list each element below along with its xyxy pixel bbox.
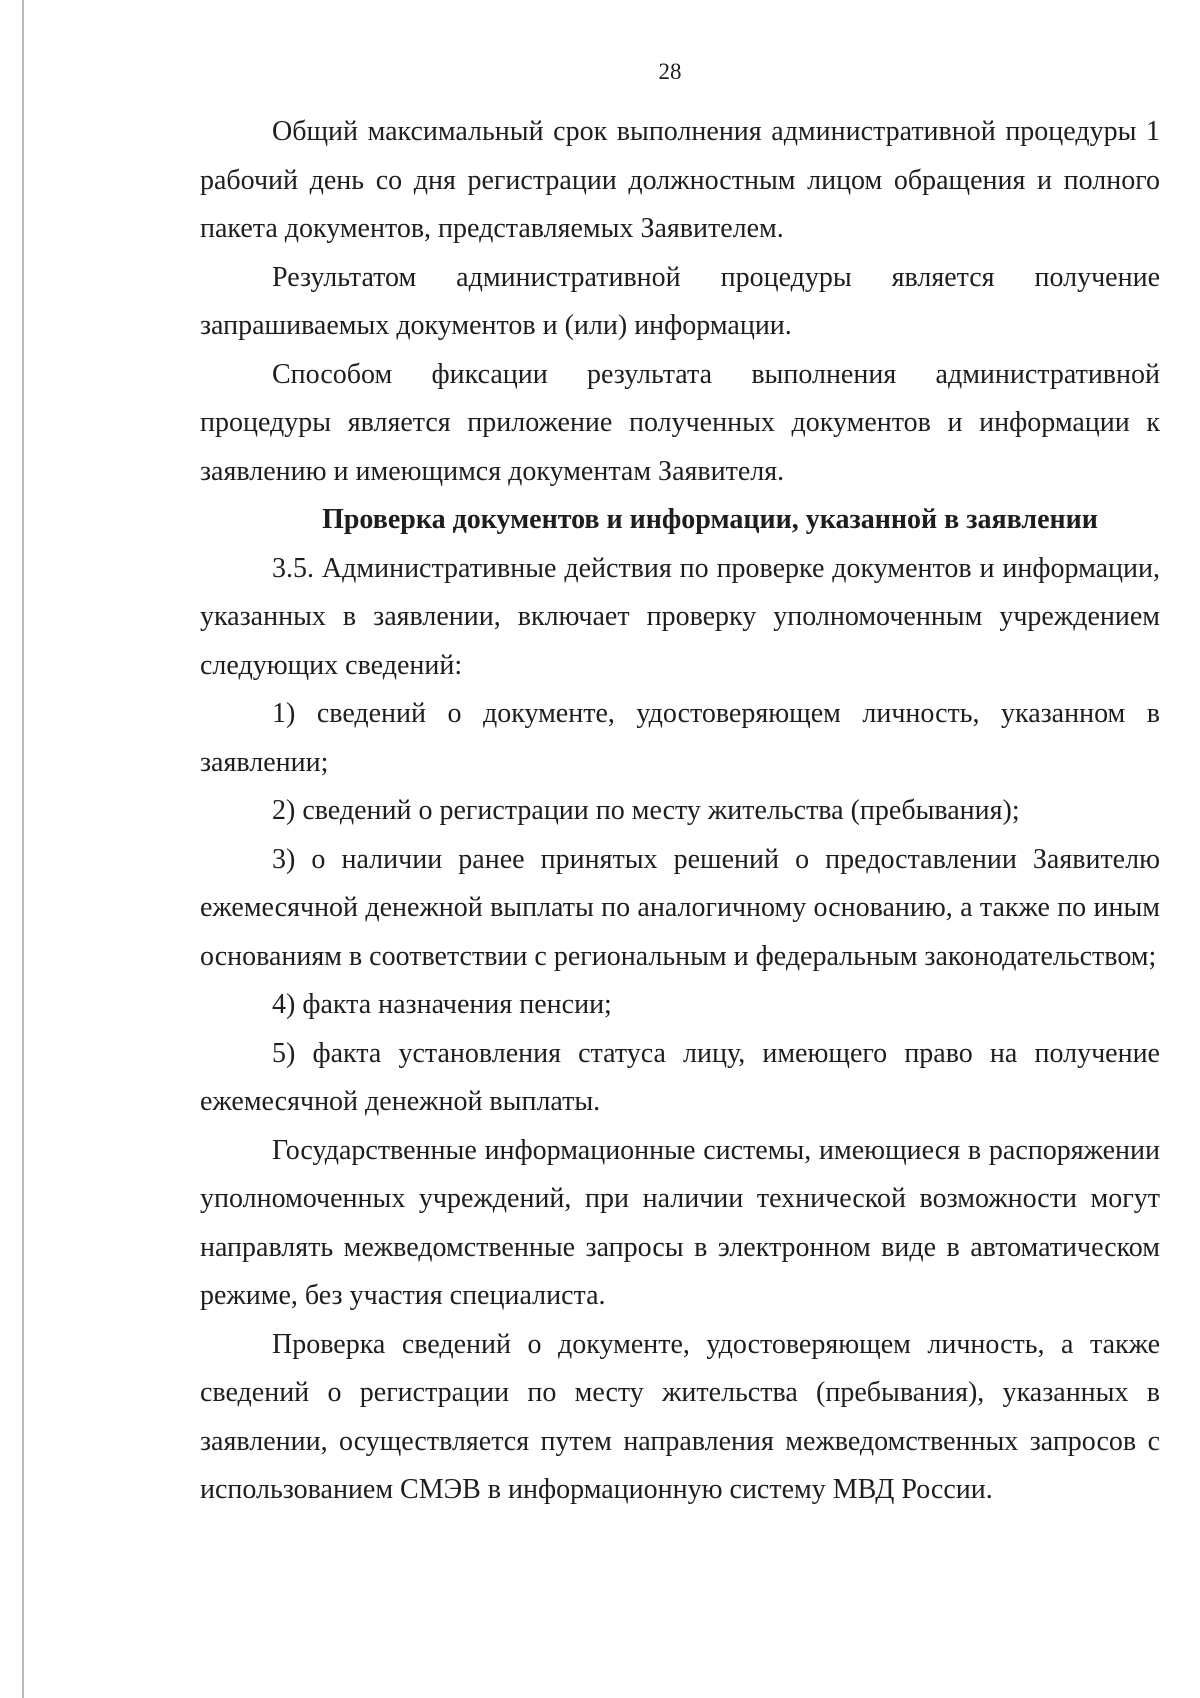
paragraph-identity-check: Проверка сведений о документе, удостоверяющем личность, а также сведений о регистрации по месту жительства (пребывания), указанных в заявлении, осуществляется путем направления межведомственных запросов с использованием СМЭВ в информационную систему МВД России. <box>200 1328 1160 1505</box>
page-number: 28 <box>658 59 682 84</box>
list-item-4: 4) факта назначения пенсии; <box>272 989 612 1020</box>
paragraph-3-5: 3.5. Административные действия по проверке документов и информации, указанных в заявлении, включает проверку уполномоченным учреждением следующих сведений: <box>200 552 1160 681</box>
list-item-1: 1) сведений о документе, удостоверяющем личность, указанном в заявлении; <box>200 698 1160 778</box>
list-item-3: 3) о наличии ранее принятых решений о предоставлении Заявителю ежемесячной денежной выплаты по аналогичному основанию, а также по иным основаниям в соответствии с региональным и федеральным законодательством; <box>200 843 1160 972</box>
section-heading: Проверка документов и информации, указанной в заявлении <box>322 504 1098 535</box>
list-item-2: 2) сведений о регистрации по месту жительства (пребывания); <box>272 795 1020 826</box>
paragraph-result: Результатом административной процедуры является получение запрашиваемых документов и (или) информации. <box>200 261 1160 341</box>
document-body <box>200 108 1160 1515</box>
paragraph-state-systems: Государственные информационные системы, имеющиеся в распоряжении уполномоченных учреждений, при наличии технической возможности могут направлять межведомственные запросы в электронном виде в автоматическом режиме, без участия специалиста. <box>200 1134 1160 1311</box>
scan-edge-line <box>22 0 24 1698</box>
paragraph-max-term: Общий максимальный срок выполнения административной процедуры 1 рабочий день со дня регистрации должностным лицом обращения и полного пакета документов, представляемых Заявителем. <box>200 116 1160 244</box>
paragraph-fixation-method: Способом фиксации результата выполнения административной процедуры является приложение полученных документов и информации к заявлению и имеющимся документам Заявителя. <box>200 358 1160 487</box>
list-item-5: 5) факта установления статуса лицу, имеющего право на получение ежемесячной денежной выплаты. <box>200 1037 1160 1117</box>
